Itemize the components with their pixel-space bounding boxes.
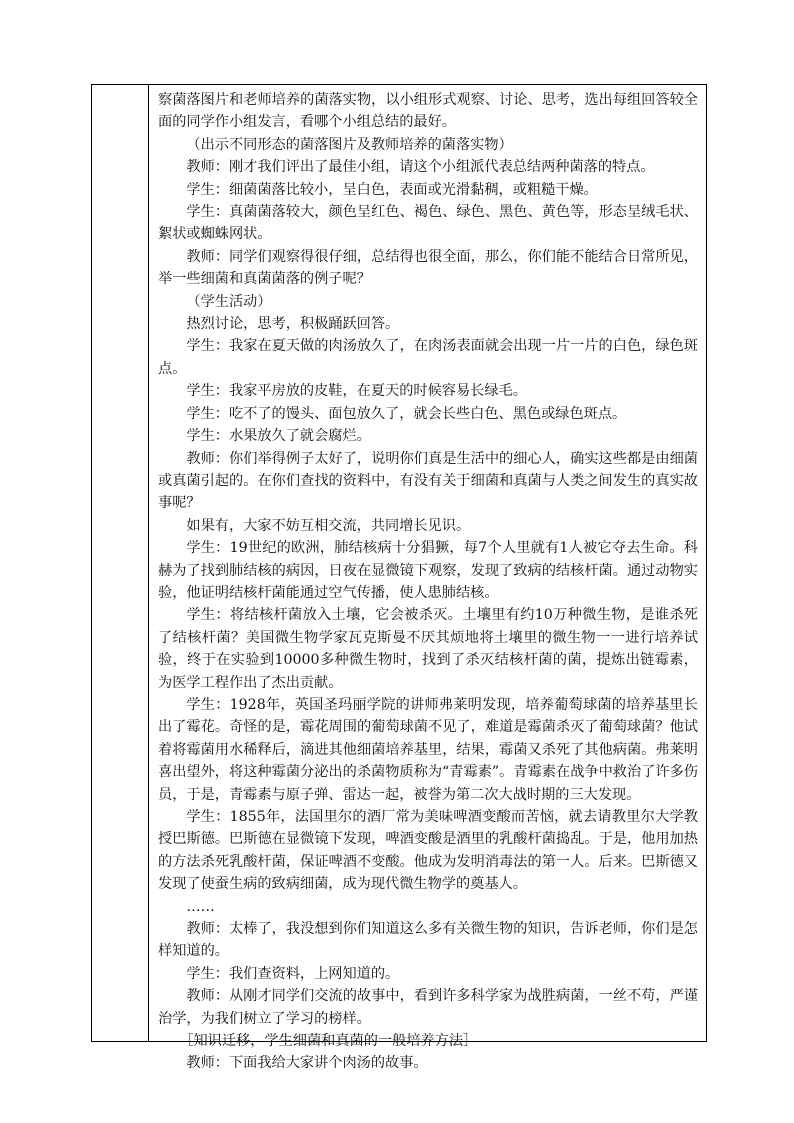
paragraph: ……	[186, 898, 215, 915]
paragraph: 学生：我家在夏天做的肉汤放久了，在肉汤表面就会出现一片一片的白色，绿色斑点。	[158, 338, 698, 377]
paragraph: 热烈讨论，思考，积极踊跃回答。	[186, 316, 400, 333]
paragraph: 学生：真菌菌落较大，颜色呈红色、褐色、绿色、黑色、黄色等，形态呈绒毛状、絮状或蜘蛛网状。	[158, 204, 698, 243]
paragraph: 学生：将结核杆菌放入土壤，它会被杀灭。土壤里有约10万种微生物，是谁杀死了结核杆菌？美国微生物学家瓦克斯曼不厌其烦地将土壤里的微生物一一进行培养试验，终于在实验到10000多种微生物时，找到了杀灭结核杆菌的菌，提炼出链霉素，为医学工程作出了杰出贡献。	[158, 607, 698, 691]
paragraph: 学生：我家平房放的皮鞋，在夏天的时候容易长绿毛。	[186, 383, 527, 400]
paragraph: 如果有，大家不妨互相交流，共同增长见识。	[186, 517, 471, 534]
paragraph: 教师：下面我给大家讲个肉汤的故事。	[186, 1055, 428, 1072]
paragraph: （学生活动）	[186, 293, 272, 310]
lesson-table	[91, 84, 707, 1072]
paragraph: 察菌落图片和老师培养的菌落实物，以小组形式观察、讨论、思考，选出每组回答较全面的同学作小组发言，看哪个小组总结的最好。	[158, 92, 698, 131]
paragraph: 教师：你们举得例子太好了，说明你们真是生活中的细心人，确实这些都是由细菌或真菌引起的。在你们查找的资料中，有没有关于细菌和真菌与人类之间发生的真实故事呢？	[158, 450, 698, 512]
lesson-content	[158, 89, 698, 1075]
paragraph: 学生：19世纪的欧洲，肺结核病十分猖獗，每7个人里就有1人被它夺去生命。科赫为了找到肺结核的病因，日夜在显微镜下观察，发现了致病的结核杆菌。通过动物实验，他证明结核杆菌能通过空气传播，使人患肺结核。	[158, 540, 698, 601]
paragraph: 学生：1928年，英国圣玛丽学院的讲师弗莱明发现，培养葡萄球菌的培养基里长出了霉花。奇怪的是，霉花周围的葡萄球菌不见了，难道是霉菌杀灭了葡萄球菌？他试着将霉菌用水稀释后，滴进其他细菌培养基里，结果，霉菌又杀死了其他病菌。弗莱明喜出望外，将这种霉菌分泌出的杀菌物质称为“青霉素”。青霉素在战争中救治了许多伤员，于是，青霉素与原子弹、雷达一起，被誉为第二次大战时期的三大发现。	[158, 696, 698, 803]
paragraph: 学生：我们查资料，上网知道的。	[186, 965, 400, 982]
section-heading: ［知识迁移，学生细菌和真菌的一般培养方法］	[179, 1033, 478, 1050]
paragraph: 学生：水果放久了就会腐烂。	[186, 428, 371, 445]
paragraph: （出示不同形态的菌落图片及教师培养的菌落实物）	[186, 136, 513, 153]
paragraph: 学生：细菌菌落比较小，呈白色，表面或光滑黏稠，或粗糙干燥。	[186, 181, 598, 198]
paragraph: 学生：吃不了的馒头、面包放久了，就会长些白色、黑色或绿色斑点。	[186, 405, 627, 422]
paragraph: 教师：同学们观察得很仔细，总结得也很全面，那么，你们能不能结合日常所见，举一些细菌和真菌菌落的例子呢？	[158, 248, 698, 288]
column-divider	[148, 85, 149, 1041]
paragraph: 教师：太棒了，我没想到你们知道这么多有关微生物的知识，告诉老师，你们是怎样知道的。	[158, 921, 698, 960]
paragraph: 学生：1855年，法国里尔的酒厂常为美味啤酒变酸而苦恼，就去请教里尔大学教授巴斯德。巴斯德在显微镜下发现，啤酒变酸是酒里的乳酸杆菌捣乱。于是，他用加热的方法杀死乳酸杆菌，保证啤酒不变酸。他成为发明消毒法的第一人。后来。巴斯德又发现了使蚕生病的致病细菌，成为现代微生物学的奠基人。	[158, 809, 698, 893]
paragraph: 教师：刚才我们评出了最佳小组，请这个小组派代表总结两种菌落的特点。	[186, 159, 655, 176]
paragraph: 教师：从刚才同学们交流的故事中，看到许多科学家为战胜病菌，一丝不苟，严谨治学，为我们树立了学习的榜样。	[158, 988, 698, 1027]
